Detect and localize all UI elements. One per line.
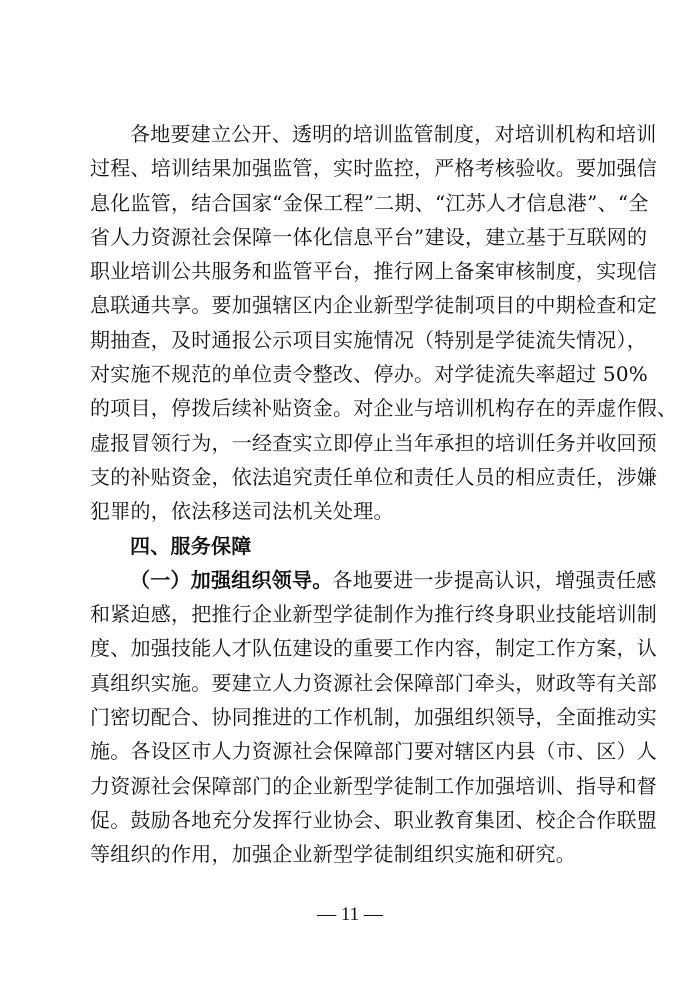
- paragraph-line: 和紧迫感，把推行企业新型学徒制作为推行终身职业技能培训制: [90, 602, 657, 627]
- paragraph-line: 虚报冒领行为，一经查实立即停止当年承担的培训任务并收回预: [90, 430, 657, 455]
- paragraph-line: 职业培训公共服务和监管平台，推行网上备案审核制度，实现信: [90, 259, 657, 284]
- page-number: — 11 —: [317, 904, 383, 925]
- subsection-first-line: [90, 563, 657, 597]
- paragraph-line: 息联通共享。要加强辖区内企业新型学徒制项目的中期检查和定: [90, 293, 657, 318]
- document-body: [90, 117, 678, 872]
- paragraph-line: 省人力资源社会保障一体化信息平台”建设，建立基于互联网的: [90, 224, 648, 249]
- paragraph-line: 真组织实施。要建立人力资源社会保障部门牵头，财政等有关部: [90, 670, 657, 695]
- paragraph-line: 施。各设区市人力资源社会保障部门要对辖区内县（市、区）人: [90, 739, 657, 764]
- paragraph-line: 期抽查，及时通报公示项目实施情况（特别是学徒流失情况），: [90, 327, 647, 352]
- paragraph-line: 对实施不规范的单位责令整改、停办。对学徒流失率超过 50%: [90, 362, 649, 387]
- paragraph-line: 度、加强技能人才队伍建设的重要工作内容，制定工作方案，认: [90, 636, 657, 661]
- paragraph-line: 支的补贴资金，依法追究责任单位和责任人员的相应责任，涉嫌: [90, 464, 657, 489]
- paragraph-line: 各地要建立公开、透明的培训监管制度，对培训机构和培训: [130, 122, 657, 146]
- paragraph-line: 力资源社会保障部门的企业新型学徒制工作加强培训、指导和督: [90, 773, 657, 798]
- section-heading: 四、服务保障: [130, 533, 252, 558]
- paragraph-line: 等组织的作用，加强企业新型学徒制组织实施和研究。: [90, 842, 576, 867]
- paragraph-line: 门密切配合、协同推进的工作机制，加强组织领导，全面推动实: [90, 705, 657, 730]
- paragraph-line: 的项目，停拨后续补贴资金。对企业与培训机构存在的弄虚作假、: [90, 396, 678, 421]
- paragraph-line: 犯罪的，依法移送司法机关处理。: [90, 499, 394, 524]
- paragraph-line: 各地要进一步提高认识，增强责任感: [332, 567, 657, 592]
- paragraph-line: 促。鼓励各地充分发挥行业协会、职业教育集团、校企合作联盟: [90, 807, 657, 832]
- subsection-title: （一）加强组织领导。: [130, 567, 333, 592]
- paragraph-line: 息化监管，结合国家“金保工程”二期、“江苏人才信息港”、“全: [90, 190, 649, 215]
- paragraph-line: 过程、培训结果加强监管，实时监控，严格考核验收。要加强信: [90, 156, 657, 181]
